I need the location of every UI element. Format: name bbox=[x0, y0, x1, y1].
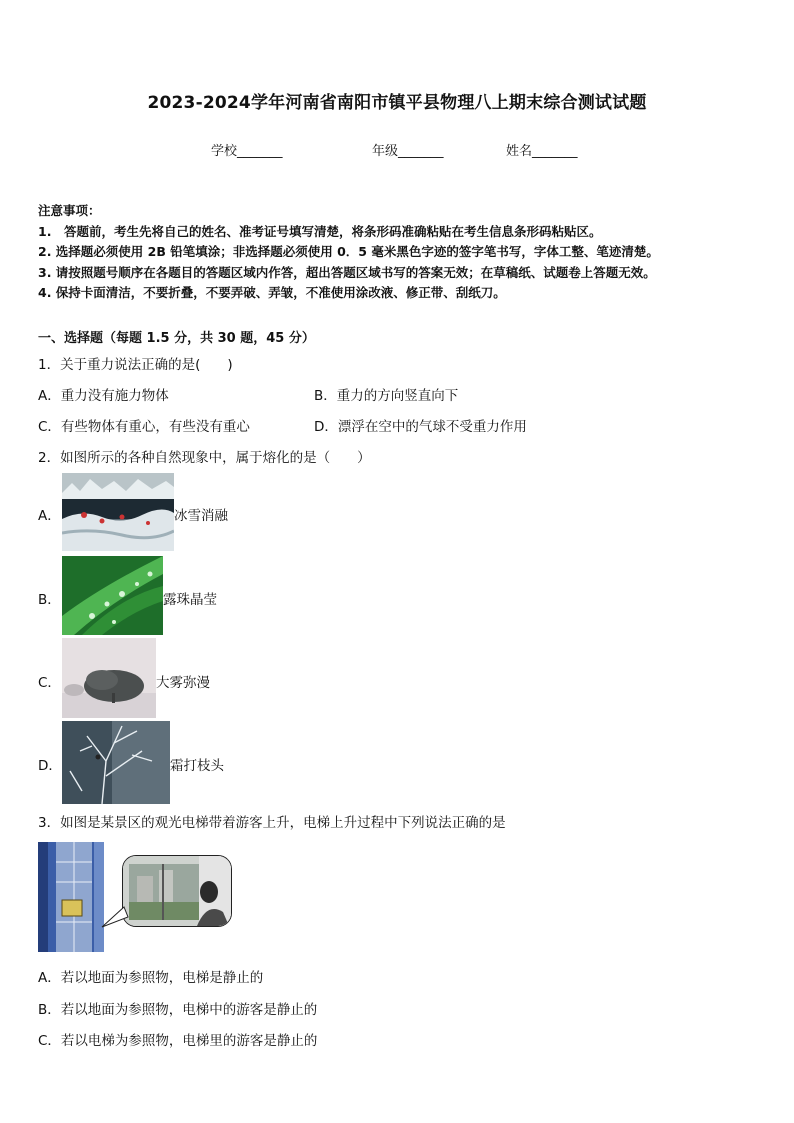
q2-option-c-caption: 大雾弥漫 bbox=[156, 675, 210, 691]
school-field: 学校_______ bbox=[211, 144, 283, 159]
section-heading: 一、选择题（每题 1.5 分，共 30 题，45 分） bbox=[38, 331, 315, 346]
grade-field: 年级_______ bbox=[372, 144, 444, 159]
name-field: 姓名_______ bbox=[506, 144, 578, 159]
elevator-image bbox=[38, 842, 104, 952]
tourist-view-image bbox=[122, 855, 232, 927]
notice-item: 4. 保持卡面清洁，不要折叠，不要弄破、弄皱，不准使用涂改液、修正带、刮纸刀。 bbox=[38, 285, 506, 301]
fog-image bbox=[62, 638, 156, 718]
ice-melting-image bbox=[62, 473, 174, 551]
q3-option-b: B．若以地面为参照物，电梯中的游客是静止的 bbox=[38, 1002, 318, 1018]
notice-block bbox=[38, 201, 659, 304]
exam-title: 2023-2024学年河南省南阳市镇平县物理八上期末综合测试试题 bbox=[147, 93, 647, 113]
dewdrops-image bbox=[62, 556, 163, 635]
q1-option-a: A．重力没有施力物体 bbox=[38, 388, 169, 404]
q2-option-b-letter: B． bbox=[38, 592, 61, 608]
q2-stem: 2．如图所示的各种自然现象中，属于熔化的是（ ） bbox=[38, 450, 371, 466]
callout-pointer bbox=[100, 905, 130, 930]
q2-option-a-caption: 冰雪消融 bbox=[174, 508, 228, 524]
q2-option-c-letter: C． bbox=[38, 675, 61, 691]
q1-option-d: D．漂浮在空中的气球不受重力作用 bbox=[314, 419, 527, 435]
notice-item: 2. 选择题必须使用 2B 铅笔填涂；非选择题必须使用 0．5 毫米黑色字迹的签字笔书写，字体工整、笔迹清楚。 bbox=[38, 244, 659, 260]
q1-option-b: B．重力的方向竖直向下 bbox=[314, 388, 459, 404]
q2-option-a-letter: A． bbox=[38, 508, 61, 524]
q2-option-b-caption: 露珠晶莹 bbox=[163, 592, 217, 608]
q2-option-d-letter: D． bbox=[38, 758, 62, 774]
notice-item: 1. 答题前，考生先将自己的姓名、准考证号填写清楚，将条形码准确粘贴在考生信息条形码粘贴区。 bbox=[38, 223, 602, 239]
notice-item: 3. 请按照题号顺序在各题目的答题区域内作答，超出答题区域书写的答案无效；在草稿纸、试题卷上答题无效。 bbox=[38, 264, 656, 280]
q1-option-c: C．有些物体有重心，有些没有重心 bbox=[38, 419, 250, 435]
notice-heading: 注意事项： bbox=[38, 203, 101, 218]
q3-stem: 3．如图是某景区的观光电梯带着游客上升，电梯上升过程中下列说法正确的是 bbox=[38, 815, 506, 831]
q1-stem: 1．关于重力说法正确的是( ) bbox=[38, 357, 233, 373]
q3-option-a: A．若以地面为参照物，电梯是静止的 bbox=[38, 970, 264, 986]
q3-option-c: C．若以电梯为参照物，电梯里的游客是静止的 bbox=[38, 1033, 318, 1049]
frost-image bbox=[62, 721, 170, 804]
q2-option-d-caption: 霜打枝头 bbox=[170, 758, 224, 774]
